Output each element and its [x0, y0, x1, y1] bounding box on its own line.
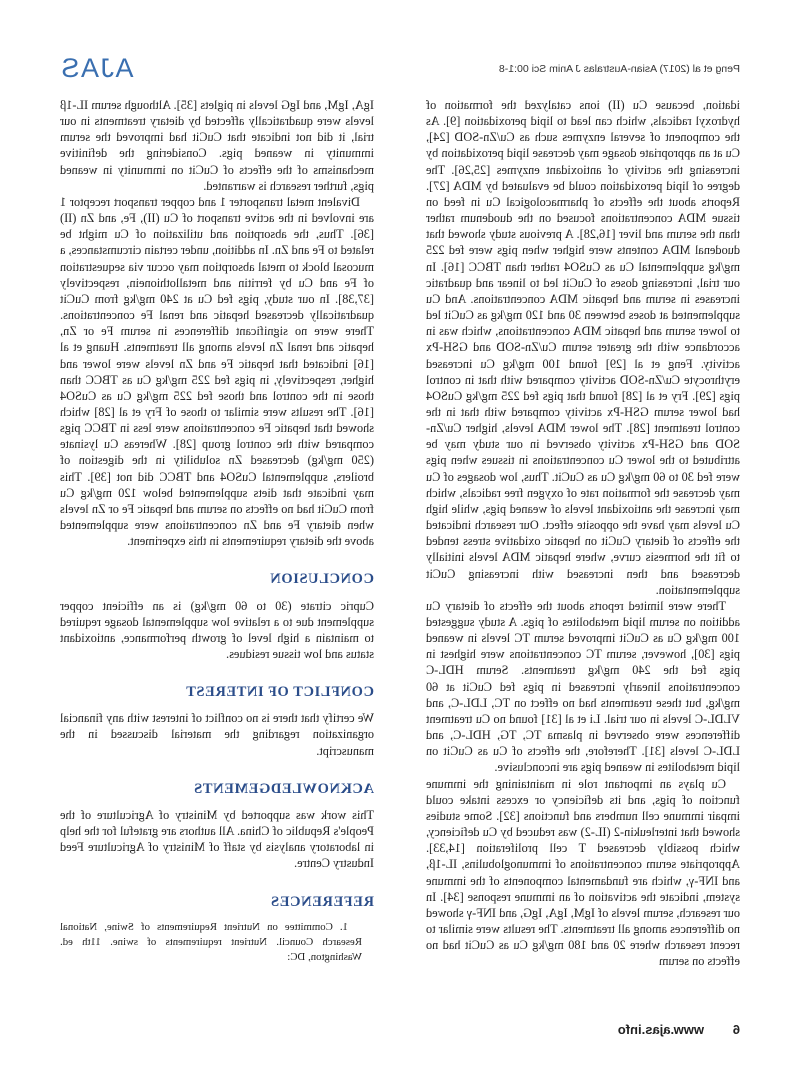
references-heading: REFERENCES	[270, 893, 374, 910]
body-paragraph: Divalent metal transporter 1 and copper transport receptor 1 are involved in the active transport of Cu (II), Fe, and Zn (II) [36]. Thus, the absorption and utilization of Cu might be related to Fe and Zn. In addition, under certain circumstances, a mucosal block to metal absorption may occur via sequestration of Fe and Cu by ferritin and metallothionein, respectively [37,38]. In our study, pigs fed Cu at 240 mg/kg from CuCit quadratically decreased hepatic and renal Fe concentrations. There were no significant differences in serum Fe or Zn, hepatic and renal Zn levels among all treatments. Huang et al [16] indicated that hepatic Fe and Zn levels were lower and higher, respectively, in pigs fed 225 mg/kg Cu as TBCC than those in the control and those fed 225 mg/kg Cu as CuSO4 [16]. The results were similar to those of Fry et al [28] which showed that hepatic Fe concentrations were less in TBCC pigs compared with the control group [28]. Whereas Cu lysinate (250 mg/kg) decreased Zn solubility in the digestion of broilers, supplemental CuSO4 and TBCC did not [39]. This may indicate that diets supplemented below 120 mg/kg Cu from CuCit had no effects on serum and hepatic Fe or Zn levels when dietary Fe and Zn concentrations were supplemented above the dietary requirements in this experiment.	[60, 194, 374, 549]
conclusion-heading: CONCLUSION	[269, 571, 374, 588]
running-citation: Peng et al (2017) Asian-Australas J Anim Sci 00:1-8	[498, 63, 740, 75]
journal-logo: AJAS	[60, 53, 134, 83]
page-header	[60, 53, 740, 87]
conclusion-text: Cupric citrate (30 to 60 mg/kg) is an efficient copper supplement due to a relative low supplemental dosage required to maintain a high level of growth performance, antioxidant status and low tissue residues.	[60, 598, 374, 661]
page-footer	[60, 1022, 740, 1042]
body-paragraph: Cu plays an important role in maintaining the immune function of pigs, and its deficiency or excess intake could impair immune cell numbers and functions [32]. Some studies showed that interleukin-2 (IL-2) was reduced by Cu deficiency, which possibly decreased T cell proliferation [14,33]. Appropriate serum concentrations of immunoglobulins, IL-1β, and INF-γ, which are fundamental components of the immune system, indicate the activation of an immune response [34]. In our research, serum levels of IgM, IgA, IgG, and INF-γ showed no differences among all treatments. The results were similar to recent research where 20 and 180 mg/kg Cu as CuCit had no effects on serum	[426, 776, 740, 969]
acknowledgements-text: This work was supported by Ministry of Agriculture of the People's Republic of China. All authors are grateful for the help in laboratory analysis by staff of Ministry of Agriculture Feed Industry Centre.	[60, 807, 374, 871]
left-column	[426, 97, 740, 969]
right-column	[60, 97, 374, 965]
page-number: 6	[732, 1022, 740, 1037]
conflict-heading: CONFLICT OF INTEREST	[185, 684, 374, 701]
acknowledgements-heading: ACKNOWLEDGEMENTS	[193, 780, 374, 797]
body-paragraph: IgA, IgM, and IgG levels in piglets [35]. Although serum IL-1β levels were quadratically affected by dietary treatments in our trial, it did not indicate that CuCit had improved the serum immunity in weaned pigs. Considering the definitive mechanisms of the effects of CuCit on immunity in weaned pigs, further research is warranted.	[60, 98, 374, 193]
conflict-text: We certify that there is no conflict of interest with any financial organization regarding the material discussed in the manuscript.	[60, 711, 374, 758]
reference-item: 1. Committee on Nutrient Requirements of Swine, National Research Council. Nutrient requirements of swine. 11th ed. Washington, DC:	[60, 920, 362, 963]
journal-url-link[interactable]: www.ajas.info	[617, 1022, 704, 1037]
body-paragraph: idation, because Cu (II) ions catalyzed the formation of hydroxyl radicals, which can lead to lipid peroxidation [9]. As the component of several enzymes such as Cu/Zn-SOD [24], Cu at an appropriate dosage may decrease lipid peroxidation by increasing the activity of antioxidant enzymes [25,26]. The degree of lipid peroxidation could be evaluated by MDA [27]. Reports about the effects of pharmacological Cu in feed on tissue MDA concentrations focused on the duodenum rather than the serum and liver [16,28]. A previous study showed that duodenal MDA contents were higher when pigs were fed 225 mg/kg supplemental Cu as CuSO4 rather than TBCC [16]. In our trial, increasing doses of CuCit led to linear and quadratic increases in serum and hepatic MDA concentrations. And Cu supplemented at doses between 30 and 120 mg/kg as CuCit led to lower serum and hepatic MDA concentrations, which was in accordance with the greater serum Cu/Zn-SOD and GSH-Px activity. Feng et al [29] found 100 mg/kg Cu increased erythrocyte Cu/Zn-SOD activity compared with that in control pigs [29]. Fry et al [28] found that pigs fed 225 mg/kg CuSO4 had lower serum GSH-Px activity compared with that in the control treatment [28]. The lower MDA levels, higher Cu/Zn-SOD and GSH-Px activity observed in our study may be attributed to the lower Cu concentrations in tissues when pigs were fed 30 to 60 mg/kg Cu as CuCit. Thus, low dosages of Cu may decrease the formation rate of oxygen free radicals, which may increase the antioxidant levels of weaned pigs, while high Cu levels may have the opposite effect. Our research indicated the effects of dietary CuCit on hepatic oxidative stress tended to fit the hormesis curve, where hepatic MDA levels initially decreased and then increased with increasing CuCit supplementation.	[426, 98, 740, 597]
body-paragraph: There were limited reports about the effects of dietary Cu addition on serum lipid metabolites of pigs. A study suggested 100 mg/kg Cu as CuCit improved serum TC levels in weaned pigs [30], however, serum TC concentrations were highest in pigs fed the 240 mg/kg treatments. Serum HDL-C concentrations linearly increased in pigs fed CuCit at 60 mg/kg, but these treatments had no effect on TC, LDL-C, and VLDL-C levels in our trial. Li et al [31] found no Cu treatment differences were observed in plasma TC, TG, HDL-C, and LDL-C levels [31]. Therefore, the effects of Cu as CuCit on lipid metabolites in weaned pigs are inconclusive.	[426, 598, 740, 775]
